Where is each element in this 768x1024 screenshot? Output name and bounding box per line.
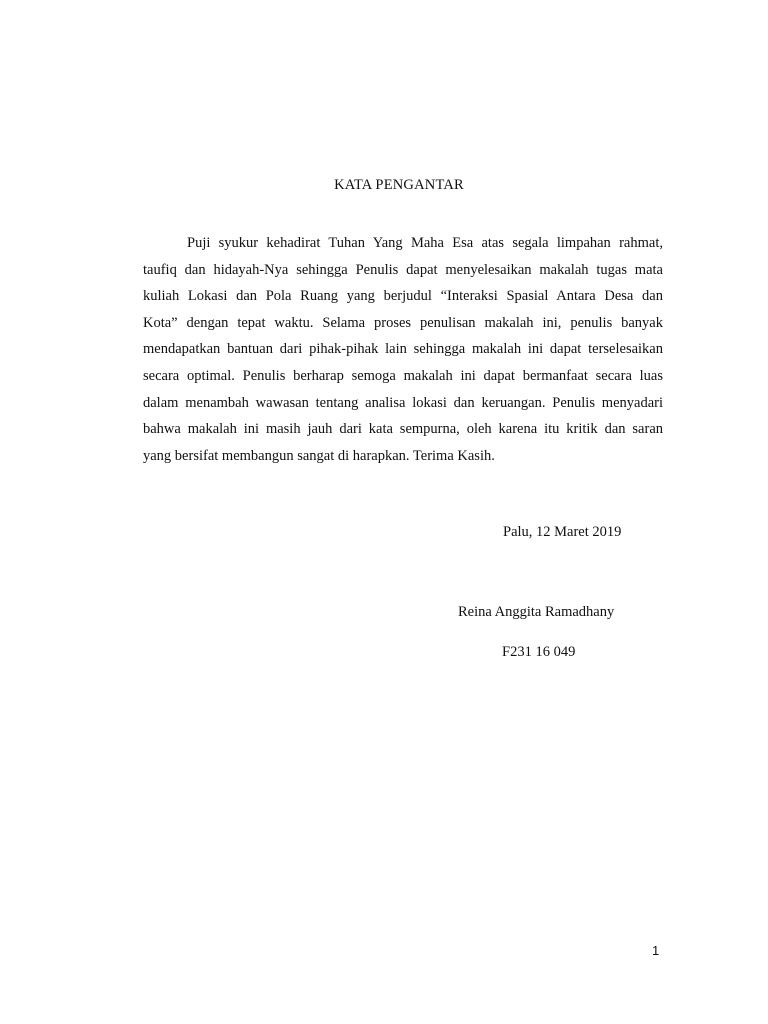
paragraph-line: Puji syukur kehadirat Tuhan Yang Maha Esa atas segala limpahan rahmat, [187, 235, 663, 251]
paragraph-line: taufiq dan hidayah-Nya sehingga Penulis dapat menyelesaikan makalah tugas mata [143, 261, 663, 278]
paragraph-line: mendapatkan bantuan dari pihak-pihak lain sehingga makalah ini dapat terselesaikan [143, 341, 663, 358]
paragraph-line: Kota” dengan tepat waktu. Selama proses penulisan makalah ini, penulis banyak [143, 314, 663, 331]
paragraph-line: bahwa makalah ini masih jauh dari kata sempurna, oleh karena itu kritik dan saran [143, 421, 663, 438]
paragraph-line: kuliah Lokasi dan Pola Ruang yang berjudul “Interaksi Spasial Antara Desa dan [143, 288, 663, 305]
author-name: Reina Anggita Ramadhany [458, 604, 615, 620]
page-title: KATA PENGANTAR [334, 177, 464, 193]
paragraph-line: dalam menambah wawasan tentang analisa lokasi dan keruangan. Penulis menyadari [143, 394, 663, 411]
page-number: 1 [652, 943, 660, 958]
paragraph-line: secara optimal. Penulis berharap semoga makalah ini dapat bermanfaat secara luas [143, 367, 663, 384]
author-id: F231 16 049 [502, 644, 576, 660]
place-date: Palu, 12 Maret 2019 [503, 524, 622, 540]
paragraph-line: yang bersifat membangun sangat di harapkan. Terima Kasih. [143, 447, 495, 464]
foreword-paragraph [143, 230, 663, 469]
